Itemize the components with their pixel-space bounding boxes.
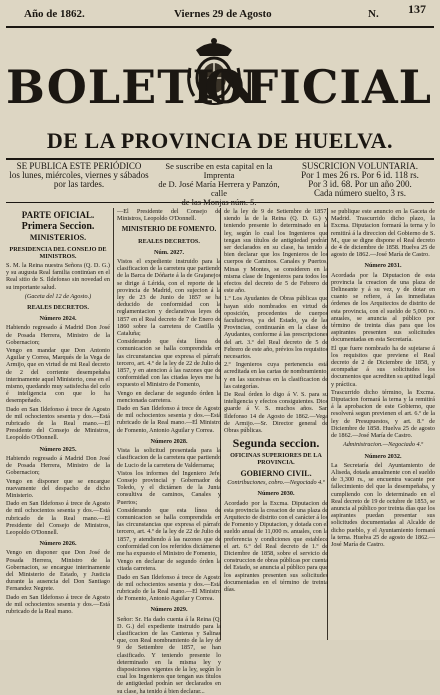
info-left-line: los lunes, miércoles, viernes y sábados [9,170,149,180]
negociado-note: Administracion.—Negociado 4.º [342,441,424,449]
paragraph: Vengo en declarar de segundo órden la citada carretera. [117,558,221,573]
part-heading: PARTE OFICIAL. [21,210,95,220]
paragraph: Acordado por la Excma. Diputacion de esta provincia la creacion de una plaza de Arquitecto de distrito con el carácter á los de Fomento y Diputacion, y dotada con el sueldo anual de 11,000 rs. anuales, con la preferencia y condiciones que establece el art. 6.º del Real decreto de 1.º de Diciembre de 1858, sobre el servicio de construccion de obras públicas por cuenta del Estado, se anuncia al público para que los aspirantes presenten sus solicitudes documentadas en el término de treinta días. [224,499,328,593]
paragraph: Vistos los informes del Ingeniero Jefe, Consejo provincial y Gobernador de Toledo, y el dictámen de la Junta consultiva de caminos, Canales y Puertos; [117,469,221,506]
title-left: BOLETIN [6,60,259,114]
masthead-topline [6,2,434,24]
section-heading: Primera Seccion. [21,221,95,233]
presidency-heading: PRESIDENCIA DEL CONSEJO DE MINISTROS. [9,245,107,260]
info-left-line: SE PUBLICA ESTE PERIÓDICO [16,161,142,171]
number-heading: Número 2024. [39,315,77,323]
number-heading: Número 2030. [257,490,295,498]
paragraph: Dado en San Ildefonso á trece de Agosto de mil ochocientos sesenta y dos.—Está rubricado de la Real mano.—El Presidente del Consejo de Ministros, Leopoldo O'Donnell. [6,500,110,536]
decrees-heading: REALES DECRETOS. [27,304,89,312]
paragraph: se publique este anuncio en la Gaceta de Madrid. Trascurrido dicho plazo, la Excma. Diputacion formará la terna y lo remitirá á la direccion del Gobierno de S. M., que se digne dispone el Real decreto de 4 de diciembre de 1858. Huelva 25 de agosto de 1862.—José María de Castro. [331,208,435,259]
info-center-line: Se suscribe en esta capital en la Imprenta [165,161,273,180]
paragraph: La Secretaría del Ayuntamiento de Aliseda, dotada anualmente con el sueldo de 3,300 rs., se encuentra vacante por fallecimiento del que la desempeñaba, y cumpliendo con lo determinado en el Real decreto de 19 de octubre de 1853, se anuncia al público por treinta días que los aspirantes puedan presentar sus solicitudes documentadas al Alcalde de dicho pueblo, y el Ayuntamiento formará la terna. Huelva 25 de agosto de 1862.—José María de Castro. [331,461,435,548]
number-heading: Núm. 2027. [153,248,185,256]
column-4 [331,208,435,640]
paragraph: El que fuere nombrado ha de sujetarse á los requisitos que previene el Real decreto de 2 de Diciembre de 1858, y acompañar á sus solicitudes los documentos que acrediten su aptitud legal y práctica. [331,344,435,388]
number-heading: Número 2031. [364,262,402,270]
decrees-heading: REALES DECRETOS. [138,237,200,245]
newspaper-title [6,60,434,130]
column-2 [117,208,221,695]
paragraph: Habiendo regresado á Madrid Don José de Posada Herrera, Ministro de la Gobernacion; [6,454,110,477]
civil-government-heading: GOBIERNO CIVIL. [240,468,312,478]
info-center-line: de D. José María Herrera y Panzón, calle [158,179,280,198]
paragraph: Señor: Sr. Ha dado cuenta á la Reina (Q. D. G.) del expediente instruido para la clasificacion de las Canteras y Salinas que, con Real nombramiento de la ley de 9 de Setiembre de 1857, se han clasificado. Y teniendo presente lo determinado en la misma ley y disposiciones vigentes de la ley, según lo cual los Ingenieros que tengan sus títulos de antigüedad podrán ser declarados en su clase, ha tenido á bien declarar... [117,615,221,695]
section-heading: Segunda seccion. [232,436,320,451]
paragraph: Vengo en disponer que se encargue nuevamente del despacho de dicho Ministerio. [6,477,110,499]
subscription-place [154,162,284,207]
paragraph: Vistos el expediente instruido para la clasificacion de la carretera que partiendo de la Barca de Dóñarte á la de Grajanejos se dirige á Lérida, con el reporte de la provincia de Madrid, con sujecion á la ley de 23 de Junio de 1857 se ha deducido de conformidad con la reglamentacion y declarativas leyes de 1857 en el Real decreto de 7 de Enero de 1860 sobre la carretera de Castilla y Cataluña; [117,258,221,338]
number-heading: Número 2029. [150,606,188,614]
negociado-note: Contribuciones, cobro.—Negociado 4.º [227,479,325,487]
info-right-line: Cada número suelto, 3 rs. [314,188,406,198]
info-left-line: por las tardes. [53,179,105,189]
paragraph: 2.º Ingenieros cuya pertenencia está acreditada en las cartas de nombramiento, y en las sucesivas en la clasificacion de las categorías. [224,361,328,390]
paragraph: 1.º Los Ayudantes de Obras públicas que hayan sido nombrados en virtud de oposición, procedentes de cuerpos facultativos, ya del Estado, ya de las Provincias, continuarán en la clase de Ayudantes, conforme á las prescripciones del art. 3.º del Real decreto de 5 de Febrero de este año, prévios los requisitos necesarios. [224,295,328,361]
issue-date: Viernes 29 de Agosto [174,8,272,20]
paragraph: Vengo en disponer que Don José de Posada Herrera, Ministro de la Gobernacion, se encargue interinamente del Ministerio de Estado, y Justicia durante la ausencia del Don Santiago Fernandez Negrete. [6,549,110,593]
publication-info [4,162,154,189]
info-right-line: Por 3 id. 68. Por un año 200. [308,179,412,189]
title-right: OFICIAL [204,60,432,114]
info-right-line: SUSCRICION VOLUNTARIA. [301,161,419,171]
issue-number: 137 [408,2,426,16]
number-heading: Número 2026. [39,540,77,548]
subscription-prices [284,162,436,198]
paragraph: Considerando que esta línea de comunicacion se halla comprendida en las circunstancias que expresa el párrafo tercero, art. 4.º de la ley de 22 de Julio de 1857, y atendiendo á las razones que de conformidad con los referidos dictámenes me ha expuesto el Ministro de Fomento, [117,506,221,557]
paragraph: Considerando que ésta línea de comunicacion se halla comprendida en las circunstancias que expresa el párrafo tercero, art. 4.º de la ley de 22 de Julio de 1857, y en atencion á las razones que de conformidad con las citadas leyes me ha expuesto el Ministro de Fomento, [117,338,221,389]
number-heading: Número 2025. [39,445,77,453]
top-rule [6,26,434,28]
body-columns [6,208,435,695]
paragraph: Dado en San Ildefonso á trece de Agosto de mil ochocientos sesenta y dos.—Está rubricado de la Real mano.—El Presidente del Consejo de Ministros, Leopoldo O'Donnell. [6,405,110,442]
info-rule [6,202,434,203]
info-center-line: de las Monjas núm. 5. [181,197,257,207]
paragraph: Vengo en declarar de segundo órden la mencionada carretera. [117,389,221,404]
paragraph: De Real órden lo digo á V. S. para su inteligencia y efectos consiguientes. Dios guarde á V. S. muchos años. San Ildefonso 14 de Agosto de 1862.—Vega de Armijo.—Sr. Director general de Obras públicas. [224,391,328,435]
paragraph: Trascurrido dicho término, la Excma. Diputacion formará la terna y la remitirá á la aprobacion de este Gobierno, que resolverá segun previenen el art. 6.º de la ley de Presupuestos, y art. 8.º de Diciembre de 1858. Huelva 25 de agosto de 1862.—José María de Castro. [331,388,435,440]
info-right-line: Por 1 mes 26 rs. Por 6 id. 118 rs. [301,170,419,180]
offices-heading: OFICINAS SUPERIORES DE LA PROVINCIA. [230,451,322,466]
column-1 [6,208,110,640]
paragraph: Acordada por la Diputacion de esta provincia la creacion de una plaza de Delineante y á su vez, y de dotar en cuanto se refiere, á las inmediatas órdenes de los Arquitectos de distrito de esta provincia, con el sueldo de 5,000 rs. anuales, se anuncia al público por término de treinta días para que los aspirantes presenten sus solicitudes documentadas en esta Secretaría. [331,271,435,344]
column-divider [113,208,114,640]
paragraph: Vengo en mandar que Don Antonio Aguilar y Correa, Marqués de la Vega de Armijo, que en virtud de mi Real decreto de 2 del corriente desempeñaba interinamente aquel Ministerio, cese en el mismo, quedando muy satisfecha del celo é inteligencia con que lo ha desempeñado. [6,347,110,405]
paragraph: Habiendo regresado á Madrid Don José de Posada Herrera, Ministro de la Gobernacion; [6,324,110,346]
number-heading: Número 2028. [150,437,188,445]
column-3 [224,208,328,640]
issue-year: Año de 1862. [24,8,85,20]
ministries-heading: MINISTERIOS. [29,233,87,243]
ministry-heading: MINISTERIO DE FOMENTO. [121,225,217,234]
newspaper-subtitle: DE LA PROVINCIA DE HUELVA. [46,128,394,153]
paragraph: S. M. la Reina nuestra Señora (Q. D. G.) y su augusta Real familia continúan en el Real sitio de S. Ildefonso sin novedad en su importante salud. [6,262,110,291]
paragraph: Dado en San Ildefonso á trece de Agosto de mil ochocientos sesenta y dos.—Está rubricado de la Real mano.—El Ministro de Fomento, Antonio Aguilar y Correa. [117,405,221,434]
number-heading: Número 2032. [364,452,402,460]
paragraph: Dado en San Ildefonso á trece de Agosto de mil ochocientos sesenta y dos.—Está rubricado de la Real mano.—El Ministro de Fomento, Antonio Aguilar y Correa. [117,573,221,603]
subtitle-rule [6,158,434,160]
issue-number-label: N. [368,8,379,20]
paragraph: Vista la solicitud presentada para la clasificacion de la carretera que partiendo de Lucio de la carretera de Valderrama; [117,447,221,469]
paragraph: Dado en San Ildefonso á trece de Agosto de mil ochocientos sesenta y dos.—Está rubricado de la Real mano. [6,593,110,615]
gaceta-note: (Gaceta del 12 de Agosto.) [24,292,92,300]
paragraph: de la ley de 9 de Setiembre de 1857, siendo la de la Reina (Q. D. G.) y teniendo presente lo determinado en la ley, según lo cual los Ingenieros que tengan sus títulos de antigüedad podrán ser declarados en su clase, ha tenido á bien declarar que los Ingenieros de los cuerpos de Caminos. Canales y Puertos, Minas y Montes, se consideren en la misma clase de Ingenieros para todos los efectos del decreto de 5 de Febrero de este año. [224,208,328,295]
paragraph: —El Presidente del Consejo de Ministros, Leopoldo O'Donnell. [117,208,221,223]
